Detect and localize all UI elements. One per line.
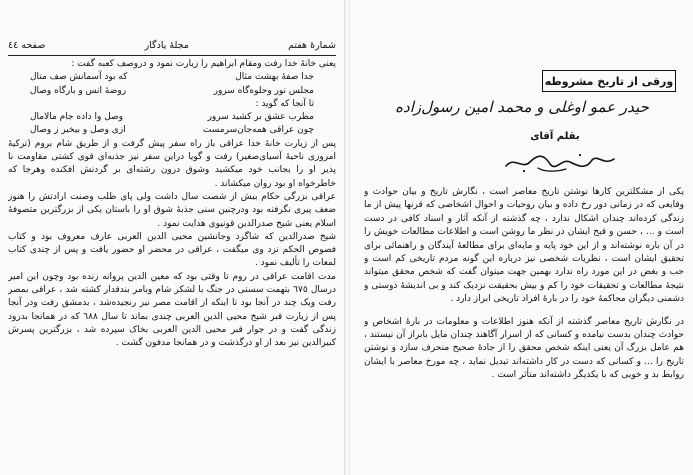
header-divider <box>8 55 336 56</box>
body-paragraph: پس از زیارت خانهٔ خدا عراقی باز راه سفر پیش گرفت و از طریق شام بروم (ترکیهٔ امروزی ناحیهٔ آسیای‌صغیر) رفت و گویا دراین سفر نیز جذبه‌ای قوی کشتی مقاومت نا پذیر او را بجانب خود میکشید وشوق درون رشته‌ای بر گردنش افکنده وهرجا که خاطرخواه او بود روان میکشاند . <box>8 138 336 189</box>
body-paragraph: شیخ صدرالدین که شاگرد وجانشین محیی الدین العربی عارف معروف بود و کتاب فصوص الحکم نزد وی میگفت ، عراقی در محضر او حضور یافت و پس از چندی کتاب لمعات را تألیف نمود . <box>8 231 336 269</box>
byline: بقلم آقای <box>530 131 580 142</box>
left-page <box>0 0 344 475</box>
page-header <box>8 38 336 52</box>
body-paragraph: مدت اقامت عراقی در روم تا وقتی بود که معین الدین پروانه زنده بود وچون این امیر درسال ٦٧٥ بتهمت سستی در جنگ با لشکر شام وبامر بندقدار کشته شد ، عراقی بمصر رفت ویک چند در آنجا بود تا اینکه از اقامت مصر نیز رنجیده‌شد ، بدمشق رفت ودر آنجا پس از زیارت قبر شیخ محیی الدین العربی چندی بماند تا سال ٦٨٨ که در همانجا بدرود زندگی گفت و در جوار قبر محیی الدین العربی بخاک سپرده شد ، بزرگترین پسرش کبیرالدین نیز بعد از او درگذشت و در همانجا مدفون گشت . <box>8 271 336 349</box>
intro-line: یعنی خانهٔ خدا رفت ومقام ابراهیم را زیارت نمود و دروصف کعبه گفت : <box>71 59 336 69</box>
body-paragraph: یکی از مشکلترین کارها نوشتن تاریخ معاصر است ، نگارش تاریخ و بیان حوادث و وقایعی که در زمانی دور رخ داده و بیان روحیات و احوال اشخاصی که قرنها پیش از ما زندگی کرده‌اند چندان اشکال ندارد ، چه گذشته از آنکه آثار و اسناد کافی در دست است و ... ، حسن و قبح ایشان در نظر ما روشن است و اطلاعات مطالعات خویش را در آن باره نوشته‌اند و از این خود پایه و مایه‌ای برای مطالعهٔ آیندگان و راهنمائی برای تحقیق ایشان است ، نظریات شخصی نیز درباره این گونه مردم تاریخی کم است و حب و بغض در این مورد راه ندارد بهمین جهت میتوان گفت که شخص محقق میتواند نتیجهٔ مطالعات و تحقیقات خود را کم و بیش بحقیقت نزدیک کند و بی اندیشهٔ دوستی و دشمنی دیگران محاکمهٔ خود را در بارهٔ افراد تاریخی ابراز دارد . <box>364 187 684 305</box>
hemistich: ازی وصل و بیخبر ز وصال <box>30 125 126 136</box>
hemistich: مطرب عشق بر کشید سرور <box>207 112 314 123</box>
page-number: صفحه ٤٤ <box>8 39 46 51</box>
right-page <box>350 0 693 475</box>
hemistich: چون عراقی همه‌جان‌سرمست <box>202 125 314 136</box>
verse-line <box>8 124 336 137</box>
hemistich: وصل وا داده جام مالامال <box>30 112 124 123</box>
hemistich: مجلس نور وحلوه‌گاه سرور <box>213 85 314 96</box>
author-signature <box>500 150 620 174</box>
journal-name: مجلهٔ یادگار <box>144 39 189 51</box>
hemistich: روضهٔ انس و بارگاه وصال <box>30 85 127 96</box>
article-title: حیدر عمو اوغلی و محمد امین رسول‌زاده <box>395 98 649 116</box>
right-page-body <box>364 186 684 475</box>
verse-line <box>8 85 336 98</box>
body-paragraph: عراقی بزرگی حکام بیش از شصت سال داشت ولی پای طلب وصنت ارادتش را هنوز ضعف پیری نگرفته بود ودرچنین سنی جذبهٔ شوق او را باستان یکی از بزرگترین متصوفهٔ اسلام یعنی شیخ صدرالدین قونیوی هدایت نمود . <box>8 191 336 229</box>
hemistich: جدا صفهٔ بهشت مثال <box>235 72 314 83</box>
verse-line <box>8 71 336 84</box>
section-title: ورقی از تاریخ مشروطه <box>544 74 674 88</box>
verse-line <box>8 111 336 124</box>
hemistich: که بود آسمانش صف متال <box>30 72 128 83</box>
body-paragraph: در نگارش تاریخ معاصر گذشته از آنکه هنوز اطلاعات و معلومات در بارهٔ اشخاص و حوادث چندان بدست نیامده و کسانی که از اسرار آگاهند چندان مایل بابراز آن نیستند ، هم عامل بزرگ آن یعنی اینکه شخص محقق را از جادهٔ صحیح منحرف سازد و نوشتن تاریخ را ... و کسانی که دست در کار داشته‌اند تبدیل نماید ، چه مورخ معاصر با ایشان روابط بد و خوبی که با یکدیگر داشته‌اند متأثر است . <box>364 316 684 381</box>
verse-subhead: تا آنجا که گوید : <box>255 98 314 109</box>
issue-number: شمارهٔ هفتم <box>288 39 336 51</box>
left-page-body <box>8 58 336 475</box>
section-title-box <box>542 70 676 92</box>
